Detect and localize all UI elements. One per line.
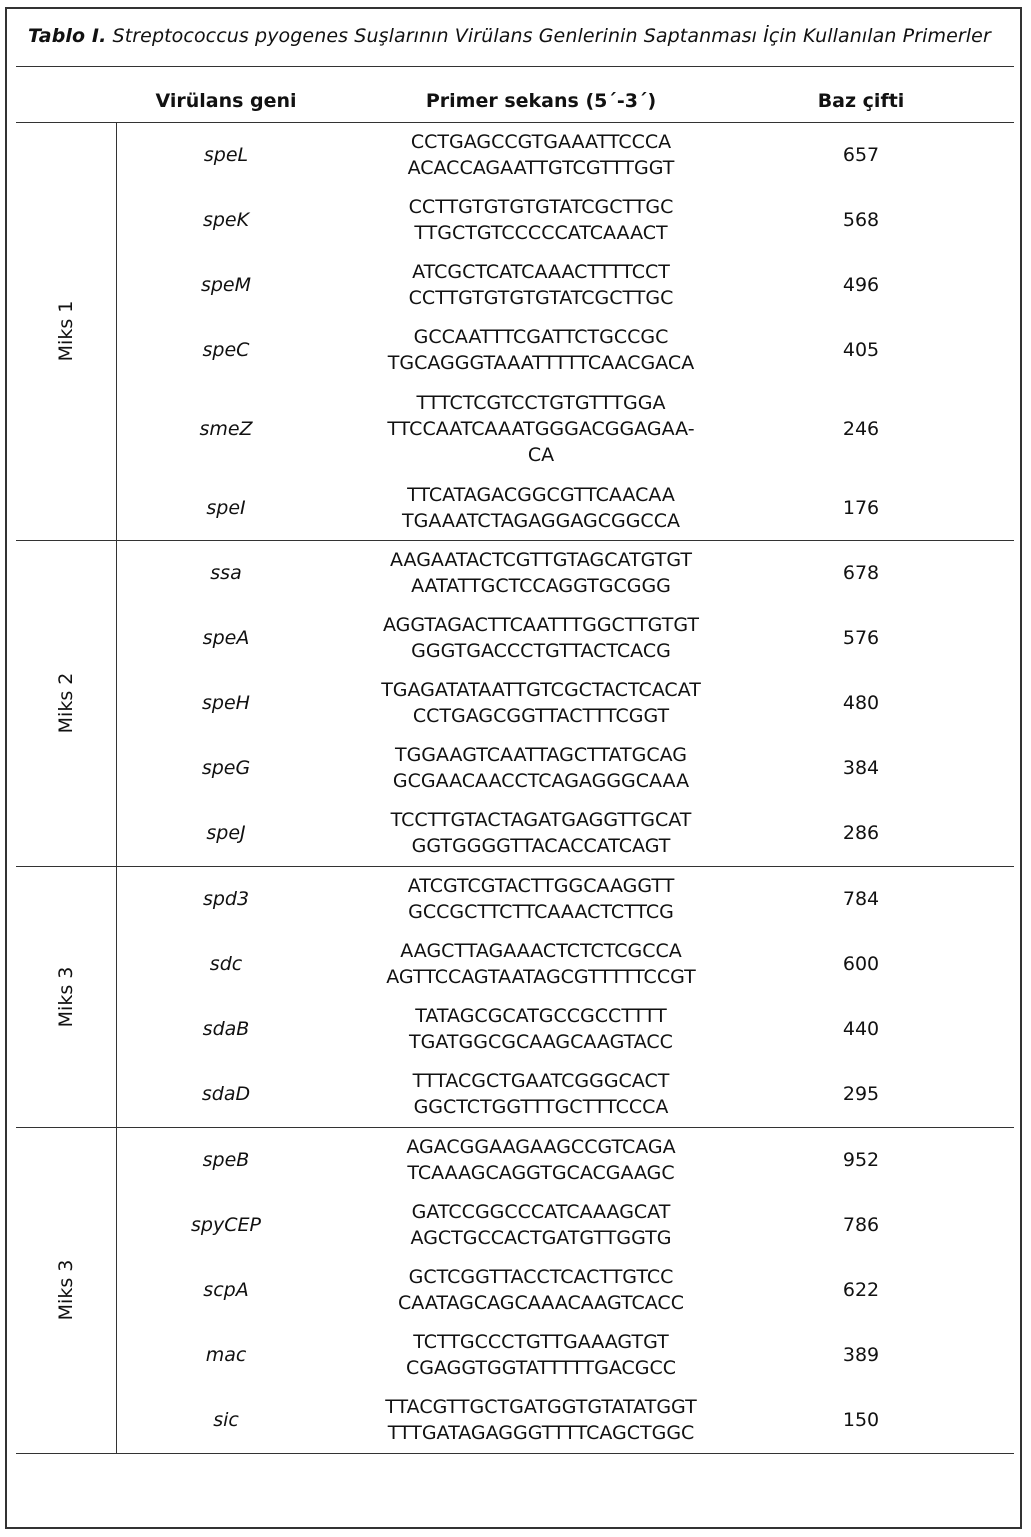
table-row [116,252,1014,317]
primer-sequence [336,259,746,311]
primer-seq2: TTCCAATCAAATGGGACGGAGAA- [387,417,695,440]
table-row [116,122,1014,187]
primer-seq1: TTACGTTGCTGATGGTGTATATGGT [385,1396,697,1418]
primer-seq1: AGGTAGACTTCAATTTGGCTTGTGT [382,613,699,636]
primer-sequence [336,612,746,664]
primer-sequence [336,1003,746,1055]
base-pair-count: 678 [842,561,880,584]
primer-seq1: ATCGCTCATCAAACTTTTCCT [412,260,670,283]
primer-seq1: TCCTTGTACTAGATGAGGTTGCAT [390,809,692,831]
primer-seq2: CGAGGTGGTATTTTTGACGCC [405,1356,677,1379]
primer-seq1: TGAGATATAATTGTCGCTACTCACAT [381,678,701,701]
gene-name: speI [206,496,246,519]
table-row [116,1061,1014,1127]
table-row [116,382,1014,475]
primer-seq3: CA [527,443,555,466]
primer-seq1: AGACGGAAGAAGCCGTCAGA [406,1135,676,1158]
primer-seq1: ATCGTCGTACTTGGCAAGGTT [407,874,675,897]
primer-seq1: GATCCGGCCCATCAAAGCAT [411,1200,671,1223]
table-row [116,735,1014,800]
header-gene: Virülans geni [155,90,297,112]
primer-seq1: CCTGAGCCGTGAAATTCCCA [410,130,672,153]
gene-name: speA [202,626,250,649]
gene-name: speM [200,273,252,296]
table-row [116,317,1014,382]
primer-seq2: TGAAATCTAGAGGAGCGGCCA [402,509,680,532]
base-pair-count: 295 [842,1083,880,1105]
gene-name: speL [203,143,249,166]
primer-seq2: CCTGAGCGGTTACTTTCGGT [412,704,670,727]
table-row [116,1192,1014,1257]
table-row [116,670,1014,735]
base-pair-count: 286 [842,822,880,844]
base-pair-count: 480 [842,691,880,714]
primer-seq2: TTTGATAGAGGGTTTTCAGCTGGC [387,1422,695,1444]
primer-seq2: ACACCAGAATTGTCGTTTGGT [407,156,675,179]
primer-seq2: TTGCTGTCCCCCATCAAACT [414,221,668,244]
group-divider [16,1453,1014,1454]
primer-seq2: AATATTGCTCCAGGTGCGGG [411,574,671,597]
base-pair-count: 150 [842,1409,880,1431]
primer-seq2: TGATGGCGCAAGCAAGTACC [409,1030,673,1053]
table-row [116,800,1014,866]
primer-seq2: CAATAGCAGCAAACAAGTCACC [398,1291,684,1314]
base-pair-count: 405 [842,338,880,361]
table-row [116,996,1014,1061]
primer-sequence [336,547,746,599]
primer-sequence [336,482,746,534]
group-label [16,1127,116,1453]
group-label-text: Miks 3 [55,966,77,1027]
primer-sequence [336,1068,746,1120]
primer-sequence [336,1264,746,1316]
primer-sequence [336,390,746,468]
header-primer: Primer sekans (5´-3´) [425,90,657,112]
gene-name: sic [213,1409,239,1431]
primer-sequence [336,873,746,925]
table-row [116,1387,1014,1453]
table-row [116,475,1014,540]
primer-seq1: TTCATAGACGGCGTTCAACAA [407,483,675,506]
primer-seq2: GGGTGACCCTGTTACTCACG [411,639,671,662]
primer-seq1: GCTCGGTTACCTCACTTGTCC [408,1265,674,1288]
header-bp: Baz çifti [817,90,905,112]
primer-seq1: TCTTGCCCTGTTGAAAGTGT [413,1330,669,1353]
primer-sequence [336,1394,746,1446]
group-label-text: Miks 1 [55,300,77,362]
group-label-text: Miks 3 [55,1259,77,1321]
table-row [116,1257,1014,1322]
group-label [16,866,116,1127]
table-row [116,1127,1014,1192]
table-row [116,1322,1014,1387]
gene-name: mac [205,1343,247,1366]
primer-sequence [336,677,746,729]
base-pair-count: 784 [842,887,880,910]
gene-name: spd3 [202,887,250,910]
base-pair-count: 496 [842,273,880,296]
primer-seq2: TCAAAGCAGGTGCACGAAGC [407,1161,675,1184]
primer-seq2: AGTTCCAGTAATAGCGTTTTTCCGT [386,965,696,988]
base-pair-count: 576 [842,626,880,649]
gene-name: speJ [206,822,246,844]
base-pair-count: 600 [842,952,880,975]
primer-sequence [336,742,746,794]
primer-seq1: TTTACGCTGAATCGGGCACT [412,1070,670,1092]
base-pair-count: 246 [842,417,880,440]
caption-label: Tablo I. [28,25,107,47]
primer-seq1: AAGCTTAGAAACTCTCTCGCCA [400,939,682,962]
primer-sequence [336,1199,746,1251]
primer-seq2: GGCTCTGGTTTGCTTTCCCA [413,1096,669,1118]
table-row [116,187,1014,252]
gene-name: smeZ [199,417,253,440]
caption-text: Streptococcus pyogenes Suşlarının Virülans Genlerinin Saptanması İçin Kullanılan Primerler [106,25,991,47]
primer-seq2: CCTTGTGTGTGTATCGCTTGC [408,286,674,309]
group-label [16,122,116,540]
primer-seq1: TATAGCGCATGCCGCCTTTT [415,1004,667,1027]
primer-seq2: GCGAACAACCTCAGAGGGCAAA [392,769,690,792]
gene-name: ssa [210,561,242,584]
primer-seq2: GGTGGGGTTACACCATCAGT [411,835,671,857]
gene-name: spyCEP [191,1213,261,1236]
gene-name: speC [202,338,250,361]
table-row [116,866,1014,931]
base-pair-count: 786 [842,1213,880,1236]
primer-seq1: GCCAATTTCGATTCTGCCGC [413,325,669,348]
gene-name: sdc [209,952,243,975]
primer-seq2: GCCGCTTCTTCAAACTCTTCG [408,900,674,923]
primer-seq1: TTTCTCGTCCTGTGTTTGGA [416,391,666,414]
primer-sequence [336,324,746,376]
primer-seq1: CCTTGTGTGTGTATCGCTTGC [408,195,674,218]
primer-seq2: AGCTGCCACTGATGTTGGTG [410,1226,672,1249]
table-caption [28,25,991,47]
primer-sequence [336,1134,746,1186]
gene-name: speG [201,756,251,779]
caption-divider [16,66,1014,67]
gene-name: sdaD [201,1083,251,1105]
gene-name: speH [202,691,250,714]
base-pair-count: 440 [842,1017,880,1040]
base-pair-count: 568 [842,208,880,231]
primer-sequence [336,129,746,181]
primer-sequence [336,807,746,859]
base-pair-count: 384 [842,756,880,779]
primer-sequence [336,194,746,246]
base-pair-count: 176 [842,496,880,519]
gene-name: scpA [203,1278,249,1301]
group-label [16,540,116,866]
table-row [116,931,1014,996]
base-pair-count: 657 [842,143,880,166]
gene-name: speK [202,208,250,231]
gene-name: speB [202,1148,250,1171]
table-row [116,540,1014,605]
primer-sequence [336,938,746,990]
gene-name: sdaB [202,1017,250,1040]
base-pair-count: 952 [842,1148,880,1171]
table-row [116,605,1014,670]
base-pair-count: 622 [842,1278,880,1301]
group-label-text: Miks 2 [55,672,77,734]
base-pair-count: 389 [842,1343,880,1366]
primer-seq1: AAGAATACTCGTTGTAGCATGTGT [390,548,692,571]
primer-seq2: TGCAGGGTAAATTTTTCAACGACA [387,351,695,374]
primer-sequence [336,1329,746,1381]
primer-seq1: TGGAAGTCAATTAGCTTATGCAG [394,743,688,766]
